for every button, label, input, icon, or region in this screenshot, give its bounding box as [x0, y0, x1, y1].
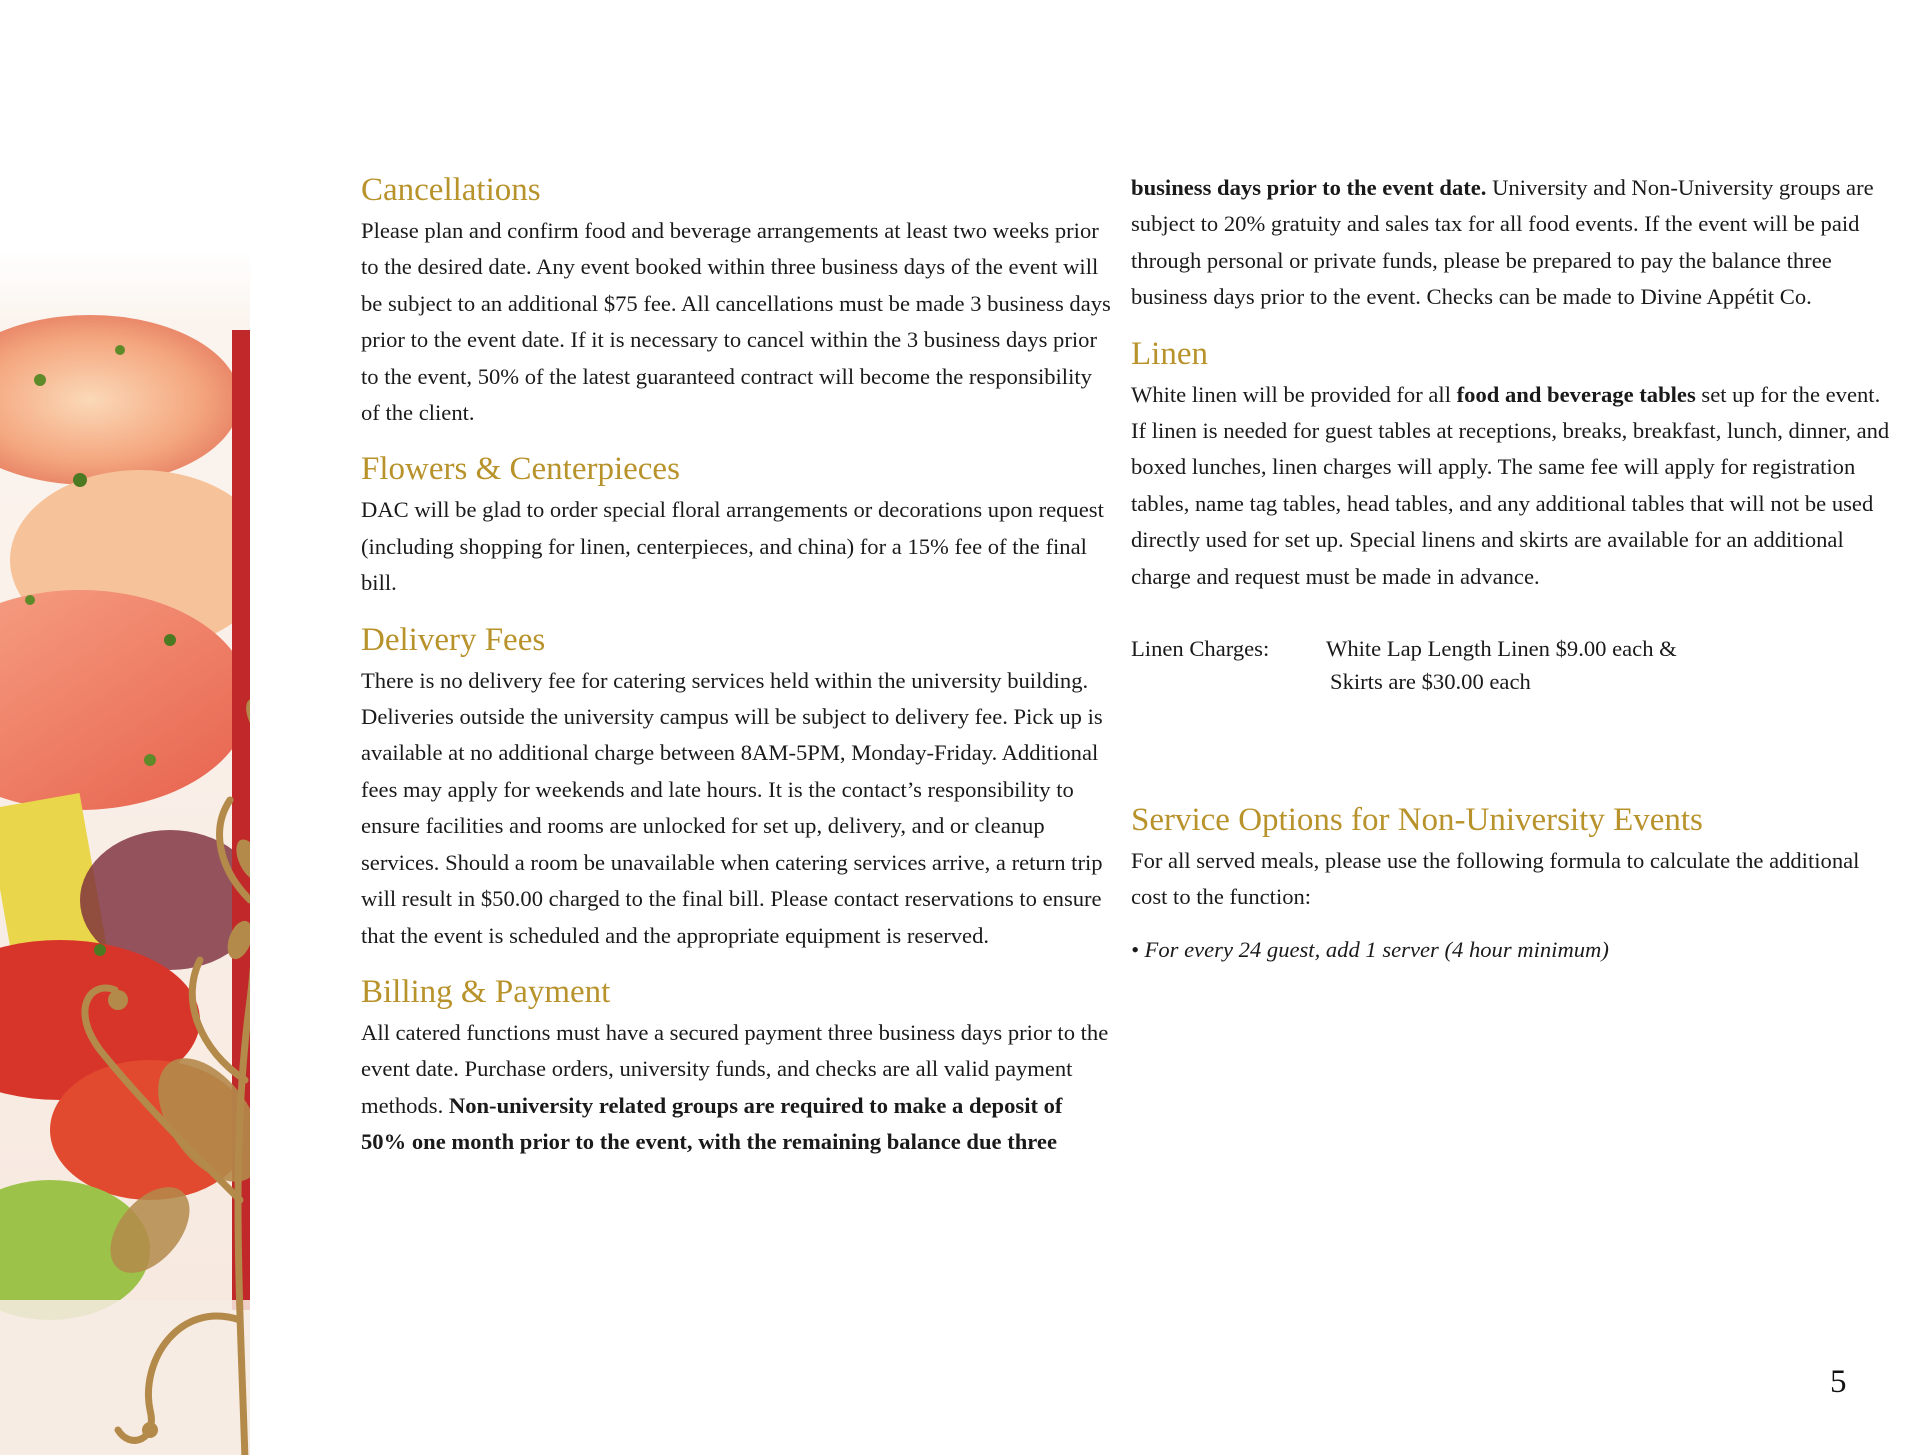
- shrimp-shape: [0, 315, 240, 485]
- linen-text-post: set up for the event. If linen is needed for guest tables at receptions, breaks, breakfast, lunch, dinner, and boxed lunches, linen charges will apply. The same fee will apply for registration tables, name tag tables, head tables, and any additional tables that will not be used directly used for set up. Special linens and skirts are available for an additional charge and request must be made in advance.: [1131, 381, 1890, 589]
- left-column: [361, 168, 1113, 1177]
- billing-text-bold: Non-university related groups are required to make a deposit of 50% one month prior to the event, with the remaining balance due three: [361, 1092, 1063, 1155]
- skirt-charge-line: Skirts are $30.00 each: [1330, 669, 1531, 695]
- delivery-text: There is no delivery fee for catering services held within the university building. Deliveries outside the university campus will be subject to delivery fee. Pick up is available at no additional charge between 8AM-5PM, Monday-Friday. Additional fees may apply for weekends and late hours. It is the contact’s responsibility to ensure facilities and rooms are unlocked for set up, delivery, and or cleanup services. Should a room be unavailable when catering services arrive, a return trip will result in $50.00 charged to the final bill. Please contact reservations to ensure that the event is scheduled and the appropriate equipment is reserved.: [361, 667, 1103, 948]
- linen-section: [1131, 332, 1891, 698]
- billing-section: [361, 970, 1113, 1161]
- service-options-bullet: • For every 24 guest, add 1 server (4 hour minimum): [1131, 936, 1609, 962]
- linen-heading: Linen: [1131, 335, 1208, 372]
- page-number: 5: [1830, 1364, 1847, 1400]
- service-options-text: For all served meals, please use the following formula to calculate the additional cost to the function:: [1131, 848, 1860, 910]
- delivery-heading: Delivery Fees: [361, 621, 546, 658]
- billing-text-regular: All catered functions must have a secured payment three business days prior to the event date. Purchase orders, university funds, and checks are all valid payment methods.: [361, 1019, 1109, 1118]
- cancellations-heading: Cancellations: [361, 172, 541, 208]
- right-column: [1131, 170, 1891, 968]
- billing-continued-bold: business days prior to the event date.: [1131, 175, 1487, 200]
- billing-heading: Billing & Payment: [361, 973, 611, 1010]
- cancellations-section: [361, 168, 1113, 431]
- linen-text-bold: food and beverage tables: [1456, 381, 1696, 407]
- billing-continued-regular: University and Non-University groups are subject to 20% gratuity and sales tax for all food events. If the event will be paid through personal or private funds, please be prepared to pay the balance three business days prior to the event. Checks can be made to Divine Appétit Co.: [1131, 175, 1874, 310]
- linen-charge-line: White Lap Length Linen $9.00 each &: [1326, 636, 1677, 662]
- flowers-section: [361, 447, 1113, 601]
- delivery-section: [361, 618, 1113, 954]
- linen-charges-label: Linen Charges:: [1131, 636, 1270, 662]
- decorative-food-photo: [0, 0, 250, 1455]
- linen-charges: [1131, 632, 1891, 698]
- food-photo-illustration: [0, 0, 250, 1455]
- service-options-heading: Service Options for Non-University Events: [1131, 802, 1703, 839]
- linen-text-pre: White linen will be provided for all: [1131, 381, 1457, 407]
- flowers-heading: Flowers & Centerpieces: [361, 451, 680, 488]
- billing-continued-text: [1131, 170, 1891, 316]
- service-options-section: [1131, 798, 1891, 968]
- flowers-text: DAC will be glad to order special floral arrangements or decorations upon request (including shopping for linen, centerpieces, and china) for a 15% fee of the final bill.: [361, 497, 1104, 596]
- linen-text: [1131, 377, 1891, 595]
- cancellations-text: Please plan and confirm food and beverage arrangements at least two weeks prior to the desired date. Any event booked within three business days of the event will be subject to an additional $75 fee. All cancellations must be made 3 business days prior to the event date. If it is necessary to cancel within the 3 business days prior to the event, 50% of the latest guaranteed contract will become the responsibility of the client.: [361, 218, 1111, 426]
- linen-charges-values: [1326, 632, 1891, 698]
- billing-text: [361, 1015, 1113, 1161]
